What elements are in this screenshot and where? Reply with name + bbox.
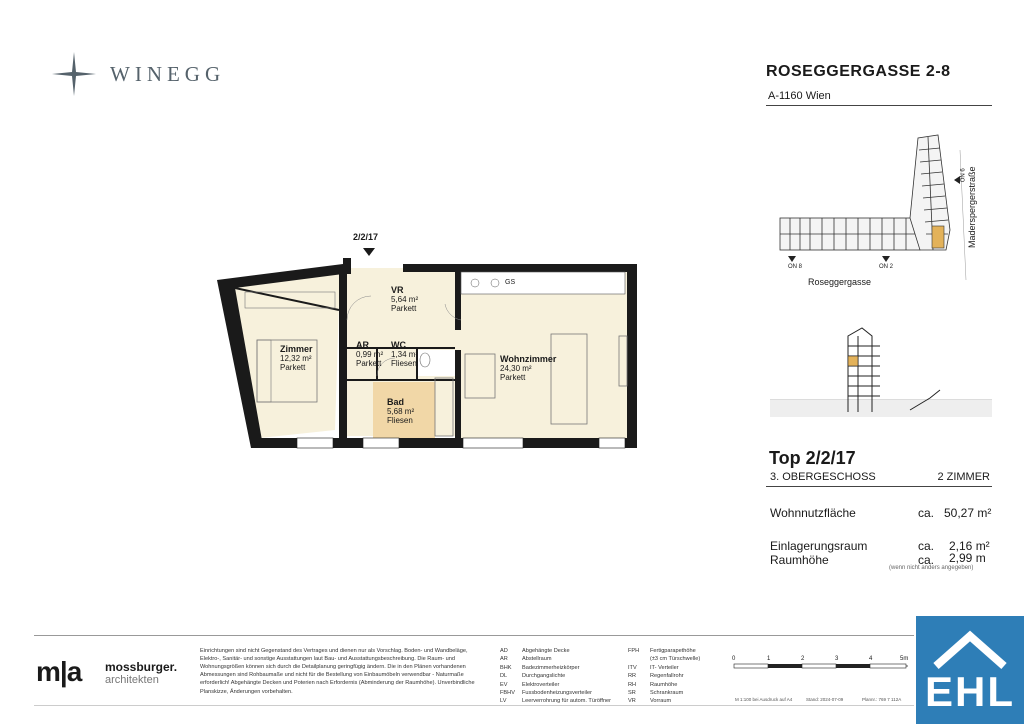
- scale-tick: 0: [732, 656, 736, 662]
- room-label-wc: WC 1,34 m² Fliesen: [391, 340, 419, 368]
- room-label-zimmer: Zimmer 12,32 m² Parkett: [280, 344, 313, 372]
- divider: [766, 486, 992, 487]
- brand-logo: [52, 52, 225, 96]
- unit-highlight: [932, 226, 944, 248]
- storage-value: 2,16 m²: [949, 539, 990, 553]
- entry-label: ON 2: [879, 264, 894, 270]
- scale-tick: 4: [869, 656, 873, 662]
- gs-label: GS: [505, 279, 516, 286]
- scale-bar: [732, 652, 910, 682]
- storage-ca: ca.: [918, 539, 935, 553]
- area-label: Wohnnutzfläche: [770, 506, 856, 520]
- ehl-text: EHL: [925, 668, 1015, 715]
- room-label-vr: VR 5,64 m² Parkett: [391, 285, 419, 313]
- entry-label: ON 8: [788, 264, 803, 270]
- street-label: Roseggergasse: [808, 277, 872, 287]
- unit-top: Top 2/2/17: [769, 448, 856, 468]
- architect-sub: architekten: [105, 674, 159, 686]
- floor-plan: [215, 230, 640, 490]
- storage-label: Einlagerungsraum: [770, 539, 868, 553]
- area-ca: ca.: [918, 506, 935, 520]
- room-label-bad: Bad 5,68 m² Fliesen: [387, 397, 415, 425]
- plan-number: Plannr.: 769 7 112A: [862, 697, 902, 702]
- height-note: (wenn nicht anders angegeben): [889, 565, 974, 571]
- unit-floor: 3. OBERGESCHOSS: [770, 471, 876, 483]
- building-section: [770, 322, 992, 417]
- architect-name: mossburger.: [105, 660, 178, 674]
- address-street: ROSEGGERGASSE 2-8: [766, 63, 951, 80]
- ehl-logo: [916, 616, 1024, 724]
- plan-date: Stand: 2024-07-09: [806, 697, 844, 702]
- unit-rooms: 2 ZIMMER: [937, 471, 990, 483]
- abbreviations-left: AD Abgehängte Decke AR Abstellraum BHK Badezimmerheizkörper DL Durchgangslichte EV Elektroverteiler FBHV Fussbodenheizungsverteiler LV Leerverrohrung für autom. Türöffner: [500, 648, 612, 705]
- street-label: Maderspergerstraße: [967, 166, 977, 248]
- disclaimer-text: Einrichtungen sind nicht Gegenstand des Vertrages und dienen nur als Vorschlag. Boden- und Wandbeläge, Elektro-, Sanitär- und sonstige Ausstattungen laut Bau- und Ausstattungsbeschreibung. Die Raum- und Wohnungsgrößen können sich durch die Detailplanung geringfügig ändern. Die in den Plänen vorhandenen Abmessungen sind Rohbaumaße und nicht für die Bestellung von Einbaumöbeln verwendbar - Naturmaße erforderlich! Abgehängte Decken und Poterien nach Erfordernis (Abminderung der Raumhöhe). Unverbindliche Planskizze, Änderungen vorbehalten.: [200, 648, 475, 695]
- footer-divider: [34, 635, 914, 636]
- scale-tick: 5m: [900, 656, 909, 662]
- architect-logo: m|a: [36, 656, 82, 687]
- scale-tick: 2: [801, 656, 805, 662]
- scale-tick: 1: [767, 656, 771, 662]
- divider: [766, 105, 992, 106]
- scale-tick: 3: [835, 656, 839, 662]
- height-value: 2,99 m: [949, 551, 986, 565]
- room-label-wohnzimmer: Wohnzimmer 24,30 m² Parkett: [500, 354, 557, 382]
- height-label: Raumhöhe: [770, 553, 829, 567]
- area-value: 50,27 m²: [944, 506, 992, 520]
- footer-bottom-line: [34, 705, 914, 706]
- scale-note: M 1:100 bei Ausdruck auf A4: [735, 697, 793, 702]
- brand-name: WINEGG: [110, 61, 226, 86]
- abbreviations-right: FPH Fertigparapethöhe (±3 cm Türschwelle) ITV IT- Verteiler RR Regenfallrohr RH Raumhöhe SR Schrankraum VR Vorraum: [628, 648, 701, 705]
- compass-star-icon: [52, 52, 96, 96]
- entry-label: ON 6: [960, 168, 967, 183]
- door-label: 2/2/17: [353, 232, 379, 242]
- height-ca: ca.: [918, 553, 935, 567]
- unit-highlight: [848, 356, 858, 366]
- room-label-ar: AR 0,99 m² Parkett: [356, 340, 384, 368]
- address-city: A-1160 Wien: [768, 90, 831, 102]
